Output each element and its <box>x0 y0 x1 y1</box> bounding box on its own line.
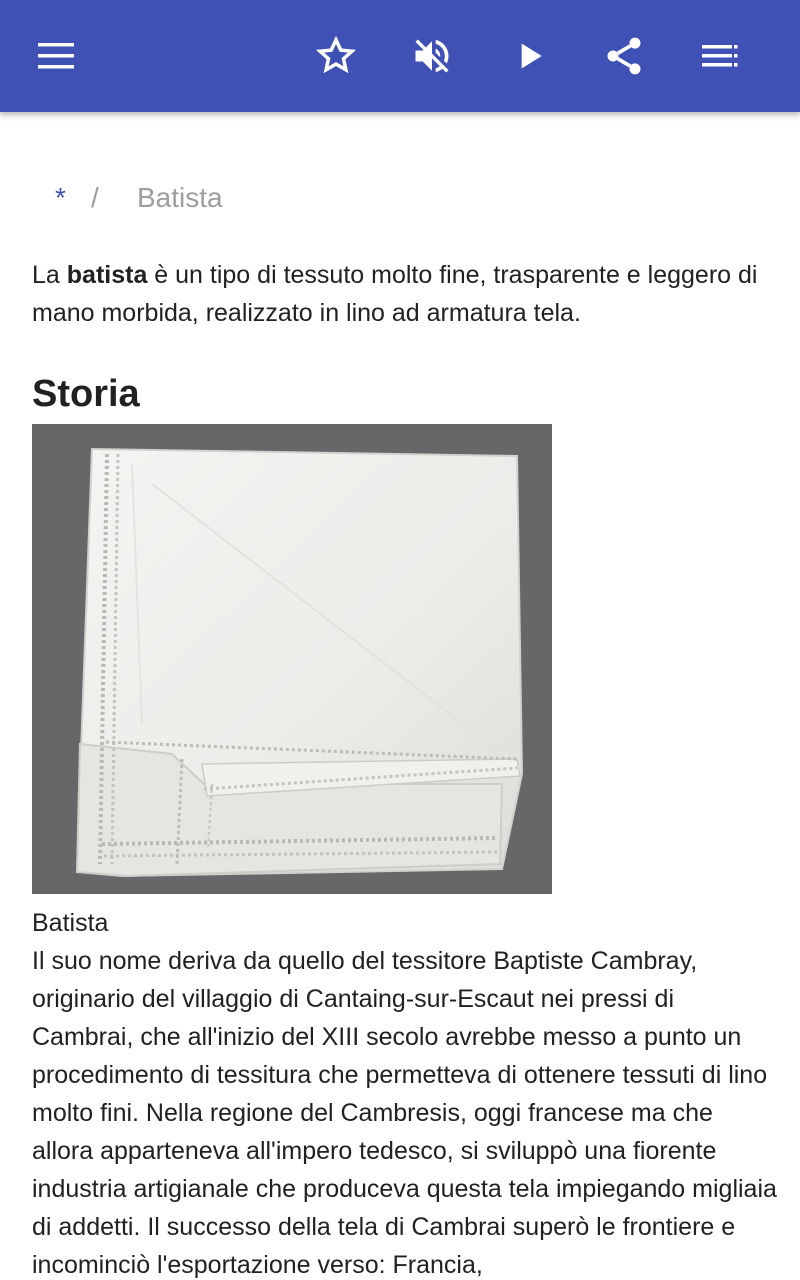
menu-button[interactable] <box>24 24 88 88</box>
sound-toggle-button[interactable] <box>400 24 464 88</box>
favorite-button[interactable] <box>304 24 368 88</box>
breadcrumb-separator: / <box>91 182 99 213</box>
contents-button[interactable] <box>688 24 752 88</box>
intro-text: è un tipo di tessuto molto fine, trasparente e leggero di mano morbida, realizzato in lino ad armatura tela. <box>32 261 758 327</box>
star-outline-icon <box>314 34 358 78</box>
intro-term: batista <box>66 261 148 289</box>
section-title: Storia <box>32 373 140 415</box>
breadcrumb <box>55 180 223 216</box>
play-icon <box>510 36 550 76</box>
volume-off-icon <box>410 34 454 78</box>
intro-prefix: La <box>32 261 67 289</box>
intro-paragraph <box>32 256 772 332</box>
app-toolbar <box>0 0 800 112</box>
share-icon <box>602 34 646 78</box>
article-content <box>0 112 800 1280</box>
body-paragraph: Il suo nome deriva da quello del tessitore Baptiste Cambray, originario del villaggio di Cantaing-sur-Escaut nei pressi di Cambrai, che all'inizio del XIII secolo avrebbe messo a punto un procedimento di tessitura che permetteva di ottenere tessuti di lino molto fini. Nella regione del Cambresis, oggi francese ma che allora apparteneva all'impero tedesco, si sviluppò una fiorente industria artigianale che produceva questa tela impiegando migliaia di addetti. Il successo della tela di Cambrai superò le frontiere e incominciò l'esportazione verso: Francia, <box>32 947 777 1279</box>
handkerchief-illustration <box>32 424 552 894</box>
breadcrumb-home-link[interactable]: * <box>55 182 66 213</box>
article-image[interactable] <box>32 424 552 894</box>
image-caption: Batista <box>32 909 109 937</box>
play-button[interactable] <box>498 24 562 88</box>
list-contents-icon <box>700 36 740 76</box>
hamburger-menu-icon <box>36 36 76 76</box>
breadcrumb-current: Batista <box>137 182 223 213</box>
share-button[interactable] <box>592 24 656 88</box>
